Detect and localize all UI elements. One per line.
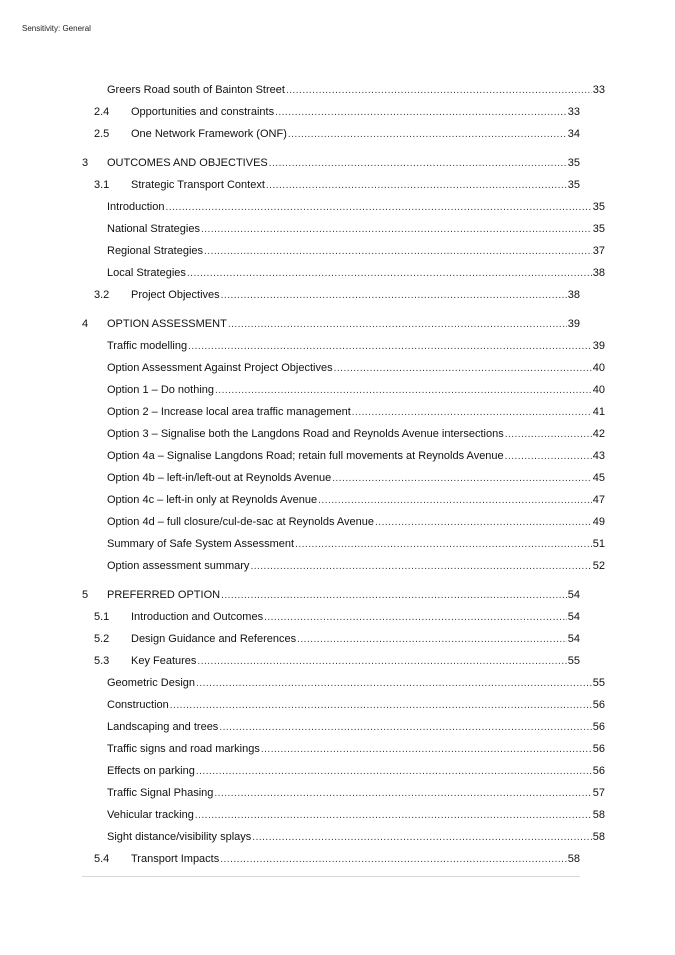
toc-entry[interactable] <box>82 104 580 120</box>
toc-entry-page: 55 <box>567 655 580 667</box>
toc-entry-page: 35 <box>567 157 580 169</box>
toc-entry[interactable] <box>82 785 605 801</box>
toc-leader-dots <box>170 698 592 714</box>
toc-entry-title: PREFERRED OPTION <box>107 589 221 601</box>
toc-entry[interactable] <box>82 82 605 98</box>
toc-entry-page: 57 <box>592 787 605 799</box>
toc-entry[interactable] <box>82 426 605 442</box>
toc-entry[interactable] <box>82 287 580 303</box>
toc-leader-dots <box>221 588 567 604</box>
toc-entry-title: Project Objectives <box>131 289 220 301</box>
toc-entry-title: Design Guidance and References <box>131 633 297 645</box>
toc-entry[interactable] <box>82 609 580 625</box>
toc-entry-title: Option 1 – Do nothing <box>107 384 215 396</box>
toc-entry-page: 54 <box>567 611 580 623</box>
toc-entry[interactable] <box>82 829 605 845</box>
toc-entry-page: 54 <box>567 633 580 645</box>
toc-entry[interactable] <box>82 741 605 757</box>
toc-leader-dots <box>505 449 592 465</box>
toc-entry-page: 45 <box>592 472 605 484</box>
toc-entry-page: 58 <box>567 853 580 865</box>
toc-entry-page: 40 <box>592 362 605 374</box>
toc-entry[interactable] <box>82 221 605 237</box>
toc-leader-dots <box>201 222 592 238</box>
toc-entry-title: Option 4d – full closure/cul-de-sac at Reynolds Avenue <box>107 516 375 528</box>
toc-entry[interactable] <box>82 126 580 142</box>
toc-entry-title: Traffic signs and road markings <box>107 743 260 755</box>
toc-leader-dots <box>214 786 591 802</box>
toc-entry-page: 43 <box>592 450 605 462</box>
toc-entry-number: 4 <box>82 318 89 330</box>
toc-leader-dots <box>352 405 592 421</box>
toc-entry-page: 38 <box>567 289 580 301</box>
toc-entry-page: 35 <box>592 223 605 235</box>
toc-entry-number: 5.3 <box>94 655 110 667</box>
toc-entry-number: 3 <box>82 157 89 169</box>
toc-entry-title: Sight distance/visibility splays <box>107 831 252 843</box>
toc-leader-dots <box>219 720 591 736</box>
toc-entry-title: Effects on parking <box>107 765 195 777</box>
toc-entry-page: 38 <box>592 267 605 279</box>
toc-entry-number: 3.2 <box>94 289 110 301</box>
toc-entry[interactable] <box>82 558 605 574</box>
toc-entry-title: Option 3 – Signalise both the Langdons Road and Reynolds Avenue intersections <box>107 428 504 440</box>
toc-entry[interactable] <box>82 514 605 530</box>
toc-entry[interactable] <box>82 265 605 281</box>
toc-leader-dots <box>375 515 592 531</box>
toc-entry-page: 56 <box>592 765 605 777</box>
toc-entry-page: 54 <box>567 589 580 601</box>
toc-leader-dots <box>286 83 592 99</box>
toc-leader-dots <box>204 244 592 260</box>
toc-entry-title: Option 2 – Increase local area traffic management <box>107 406 351 418</box>
toc-leader-dots <box>196 676 592 692</box>
toc-entry-title: OPTION ASSESSMENT <box>107 318 227 330</box>
toc-entry-number: 5.2 <box>94 633 110 645</box>
toc-entry-page: 58 <box>592 809 605 821</box>
toc-entry-title: Option assessment summary <box>107 560 250 572</box>
toc-entry-title: Local Strategies <box>107 267 186 279</box>
toc-leader-dots <box>228 317 567 333</box>
toc-leader-dots <box>264 610 567 626</box>
toc-entry-title: Key Features <box>131 655 197 667</box>
toc-entry-page: 49 <box>592 516 605 528</box>
toc-entry-page: 55 <box>592 677 605 689</box>
toc-entry-page: 33 <box>592 84 605 96</box>
toc-entry[interactable] <box>82 763 605 779</box>
toc-entry-page: 47 <box>592 494 605 506</box>
toc-entry-title: Option 4a – Signalise Langdons Road; retain full movements at Reynolds Avenue <box>107 450 504 462</box>
toc-entry-page: 39 <box>567 318 580 330</box>
toc-leader-dots <box>197 654 566 670</box>
toc-entry-title: Traffic modelling <box>107 340 188 352</box>
toc-entry-page: 34 <box>567 128 580 140</box>
toc-leader-dots <box>187 266 592 282</box>
toc-entry-title: Strategic Transport Context <box>131 179 265 191</box>
toc-entry-title: Greers Road south of Bainton Street <box>107 84 285 96</box>
toc-leader-dots <box>269 156 567 172</box>
toc-entry-title: Geometric Design <box>107 677 196 689</box>
toc-entry[interactable] <box>82 675 605 691</box>
toc-entry[interactable] <box>82 338 605 354</box>
toc-entry-title: Landscaping and trees <box>107 721 219 733</box>
toc-leader-dots <box>215 383 592 399</box>
sensitivity-label: Sensitivity: General <box>22 24 91 33</box>
toc-leader-dots <box>334 361 592 377</box>
toc-entry-title: Transport Impacts <box>131 853 220 865</box>
toc-leader-dots <box>261 742 592 758</box>
toc-entry[interactable] <box>82 719 605 735</box>
toc-entry-page: 52 <box>592 560 605 572</box>
toc-entry[interactable] <box>82 448 605 464</box>
toc-leader-dots <box>275 105 567 121</box>
toc-entry-page: 33 <box>567 106 580 118</box>
toc-entry[interactable] <box>82 536 605 552</box>
toc-entry-title: Option 4c – left-in only at Reynolds Avenue <box>107 494 318 506</box>
toc-entry[interactable] <box>82 631 580 647</box>
toc-leader-dots <box>165 200 591 216</box>
toc-leader-dots <box>196 764 592 780</box>
toc-entry[interactable] <box>82 382 605 398</box>
toc-leader-dots <box>250 559 591 575</box>
toc-entry-number: 2.5 <box>94 128 110 140</box>
toc-entry-title: National Strategies <box>107 223 200 235</box>
toc-entry[interactable] <box>82 851 580 867</box>
toc-leader-dots <box>221 288 567 304</box>
toc-leader-dots <box>195 808 592 824</box>
toc-leader-dots <box>288 127 567 143</box>
toc-leader-dots <box>295 537 592 553</box>
toc-entry-page: 41 <box>592 406 605 418</box>
toc-entry-title: Option 4b – left-in/left-out at Reynolds Avenue <box>107 472 332 484</box>
toc-entry[interactable] <box>82 470 605 486</box>
toc-entry-number: 5.1 <box>94 611 110 623</box>
toc-entry-title: Regional Strategies <box>107 245 204 257</box>
toc-entry-page: 39 <box>592 340 605 352</box>
toc-entry-page: 56 <box>592 743 605 755</box>
toc-entry[interactable] <box>82 360 605 376</box>
toc-entry[interactable] <box>82 807 605 823</box>
toc-entry-title: Vehicular tracking <box>107 809 194 821</box>
toc-entry-page: 56 <box>592 721 605 733</box>
toc-entry[interactable] <box>82 587 580 603</box>
toc-entry-page: 42 <box>592 428 605 440</box>
toc-leader-dots <box>266 178 567 194</box>
toc-entry-number: 5 <box>82 589 89 601</box>
toc-leader-dots <box>297 632 567 648</box>
toc-entry-page: 56 <box>592 699 605 711</box>
toc-entry-page: 37 <box>592 245 605 257</box>
toc-entry-number: 3.1 <box>94 179 110 191</box>
page-divider <box>82 876 580 877</box>
toc-entry[interactable] <box>82 243 605 259</box>
toc-entry-number: 2.4 <box>94 106 110 118</box>
toc-leader-dots <box>188 339 592 355</box>
toc-leader-dots <box>332 471 592 487</box>
toc-entry-page: 40 <box>592 384 605 396</box>
toc-leader-dots <box>220 852 567 868</box>
toc-entry-page: 35 <box>567 179 580 191</box>
toc-entry-title: Construction <box>107 699 169 711</box>
toc-entry-title: Opportunities and constraints <box>131 106 275 118</box>
toc-entry-title: Summary of Safe System Assessment <box>107 538 295 550</box>
toc-entry[interactable] <box>82 653 580 669</box>
toc-entry-title: One Network Framework (ONF) <box>131 128 287 140</box>
toc-entry-title: OUTCOMES AND OBJECTIVES <box>107 157 268 169</box>
toc-entry[interactable] <box>82 697 605 713</box>
toc-leader-dots <box>252 830 591 846</box>
toc-entry[interactable] <box>82 492 605 508</box>
toc-entry-page: 35 <box>592 201 605 213</box>
toc-entry[interactable] <box>82 316 580 332</box>
toc-leader-dots <box>318 493 592 509</box>
toc-entry-title: Traffic Signal Phasing <box>107 787 214 799</box>
toc-entry-number: 5.4 <box>94 853 110 865</box>
toc-entry[interactable] <box>82 199 605 215</box>
toc-entry-title: Introduction and Outcomes <box>131 611 264 623</box>
toc-entry[interactable] <box>82 404 605 420</box>
toc-leader-dots <box>505 427 592 443</box>
toc-entry-page: 51 <box>592 538 605 550</box>
toc-entry[interactable] <box>82 155 580 171</box>
toc-entry-title: Option Assessment Against Project Objectives <box>107 362 333 374</box>
toc-entry-page: 58 <box>592 831 605 843</box>
toc-entry-title: Introduction <box>107 201 165 213</box>
toc-entry[interactable] <box>82 177 580 193</box>
